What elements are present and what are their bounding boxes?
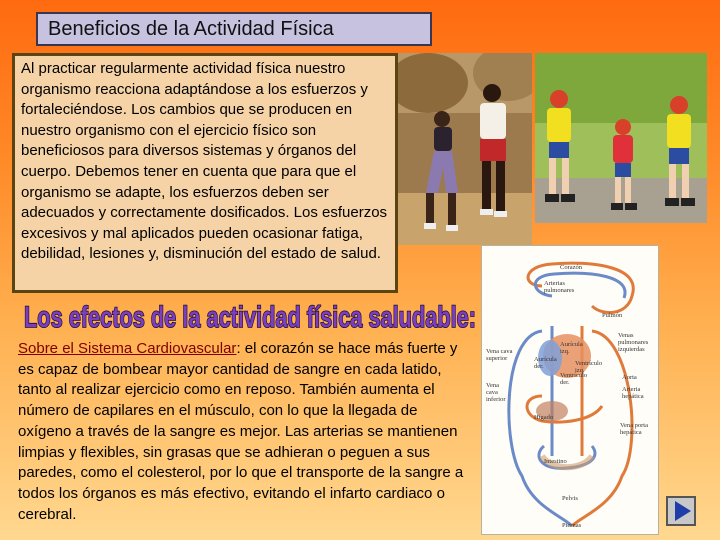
- title-text: Beneficios de la Actividad Física: [48, 17, 334, 40]
- label-auricula-izq: Aurícula izq.: [560, 341, 583, 355]
- cardiovascular-section: [18, 339, 464, 525]
- intro-text: Al practicar regularmente actividad física nuestro organismo reacciona adaptándose a los esfuerzos y fortaleciéndose. Los cambios que se producen en nuestro organismo con el ejercicio físico son beneficiosos para diversos sistemas y órganos del cuerpo. Debemos tener en cuenta que para que el organismo se adapte, los esfuerzos deben ser adecuados y correctamente dosificados. Los esfuerzos excesivos y mal aplicados pueden ocasionar fatiga, debilidad, lesiones y, disminución del estado de salud.: [21, 60, 388, 263]
- runners-photo: [398, 53, 532, 245]
- label-ventriculo-der: Ventrículo der.: [560, 372, 588, 386]
- label-piernas: Piernas: [562, 522, 582, 529]
- next-slide-button[interactable]: [666, 496, 696, 526]
- label-vena-cava-superior: Vena cava superior: [486, 348, 513, 362]
- label-intestino: Intestino: [544, 458, 567, 465]
- cardiovascular-link[interactable]: Sobre el Sistema Cardiovascular: [18, 340, 237, 357]
- label-aorta: Aorta: [622, 374, 637, 381]
- label-arteria-hepatica: Arteria hepática: [622, 386, 644, 400]
- intro-text-box: [12, 53, 398, 293]
- play-right-icon: [675, 501, 691, 521]
- effects-banner: [20, 296, 480, 336]
- label-pelvis: Pelvis: [562, 495, 578, 502]
- banner-text: Los efectos de la actividad física saludable:: [24, 301, 476, 334]
- label-corazon: Corazón: [560, 264, 583, 271]
- label-venas-pulmonares: Venas pulmonares izquierdas: [618, 332, 649, 353]
- kids-skating-photo: [535, 53, 707, 223]
- label-higado: Hígado: [534, 414, 554, 421]
- label-vena-porta: Vena porta hepática: [620, 422, 648, 436]
- circulation-diagram: [481, 245, 659, 535]
- label-arterias-pulmonares: Arterias pulmonares: [544, 280, 575, 294]
- label-pulmon: Pulmón: [602, 312, 623, 319]
- page-title: [36, 12, 432, 46]
- label-vena-cava-inferior: Vena cava inferior: [486, 382, 506, 403]
- cardiovascular-text: : el corazón se hace más fuerte y es capaz de bombear mayor cantidad de sangre en cada latido, tanto al realizar ejercicio como en reposo. También aumenta el número de capilares en el músculo, con lo que la llegada de oxígeno a través de la sangre es mejor. Las arterias se mantienen limpias y flexibles, sin grasas que se adhieran o peguen a sus paredes, como el colesterol, por lo que el transporte de la sangre a todos los órganos es más efectivo, evitando el infarto cardiaco o cerebral.: [18, 340, 464, 523]
- label-auricula-der: Aurícula der.: [534, 356, 557, 370]
- label-ventriculo-izq: Ventrículo izq.: [575, 360, 603, 374]
